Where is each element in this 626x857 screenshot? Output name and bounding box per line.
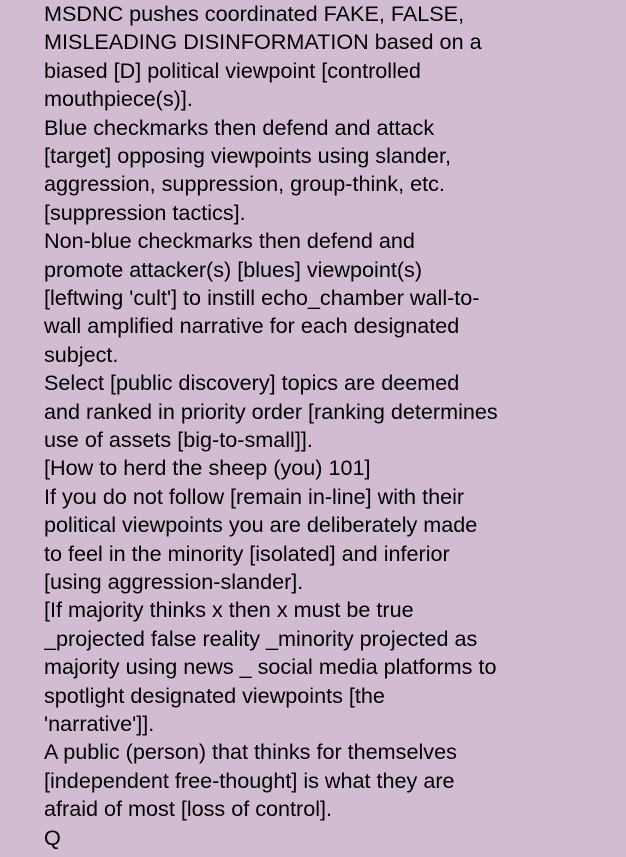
document-body — [44, 0, 624, 857]
text-line: subject. — [44, 341, 119, 367]
text-line: [How to herd the sheep (you) 101] — [44, 455, 371, 481]
text-line: biased [D] political viewpoint [controlled — [44, 57, 421, 83]
signature-q: Q — [44, 824, 61, 850]
text-line: aggression, suppression, group-think, etc. — [44, 171, 445, 197]
text-line: A public (person) that thinks for themselves — [44, 739, 457, 765]
text-line: [suppression tactics]. — [44, 199, 246, 225]
text-line: [independent free-thought] is what they are — [44, 767, 455, 793]
text-line: [using aggression-slander]. — [44, 569, 304, 594]
text-line: MSDNC pushes coordinated FAKE, FALSE, — [44, 1, 465, 26]
text-line: afraid of most [loss of control]. — [44, 796, 333, 822]
text-line: majority using news _ social media platforms to — [44, 654, 497, 680]
text-line: wall amplified narrative for each designated — [44, 313, 460, 339]
text-line: spotlight designated viewpoints [the — [44, 682, 385, 708]
text-line: [leftwing 'cult'] to instill echo_chamber wall-to- — [44, 285, 480, 310]
text-line: and ranked in priority order [ranking determines — [44, 398, 498, 424]
text-line: Blue checkmarks then defend and attack — [44, 114, 435, 140]
text-line: promote attacker(s) [blues] viewpoint(s) — [44, 256, 423, 282]
text-line: use of assets [big-to-small]]. — [44, 427, 313, 452]
text-line: mouthpiece(s)]. — [44, 86, 193, 112]
text-line: [If majority thinks x then x must be true — [44, 597, 414, 623]
text-line: Non-blue checkmarks then defend and — [44, 228, 415, 254]
text-line: MISLEADING DISINFORMATION based on a — [44, 29, 482, 55]
text-line: to feel in the minority [isolated] and inferior — [44, 540, 450, 566]
text-line: 'narrative']]. — [44, 711, 155, 736]
text-line: _projected false reality _minority projected as — [44, 625, 478, 651]
text-line: If you do not follow [remain in-line] with their — [44, 483, 465, 509]
text-line: political viewpoints you are deliberately made — [44, 512, 478, 538]
text-line: [target] opposing viewpoints using slander, — [44, 143, 451, 168]
text-line: Select [public discovery] topics are deemed — [44, 370, 460, 396]
